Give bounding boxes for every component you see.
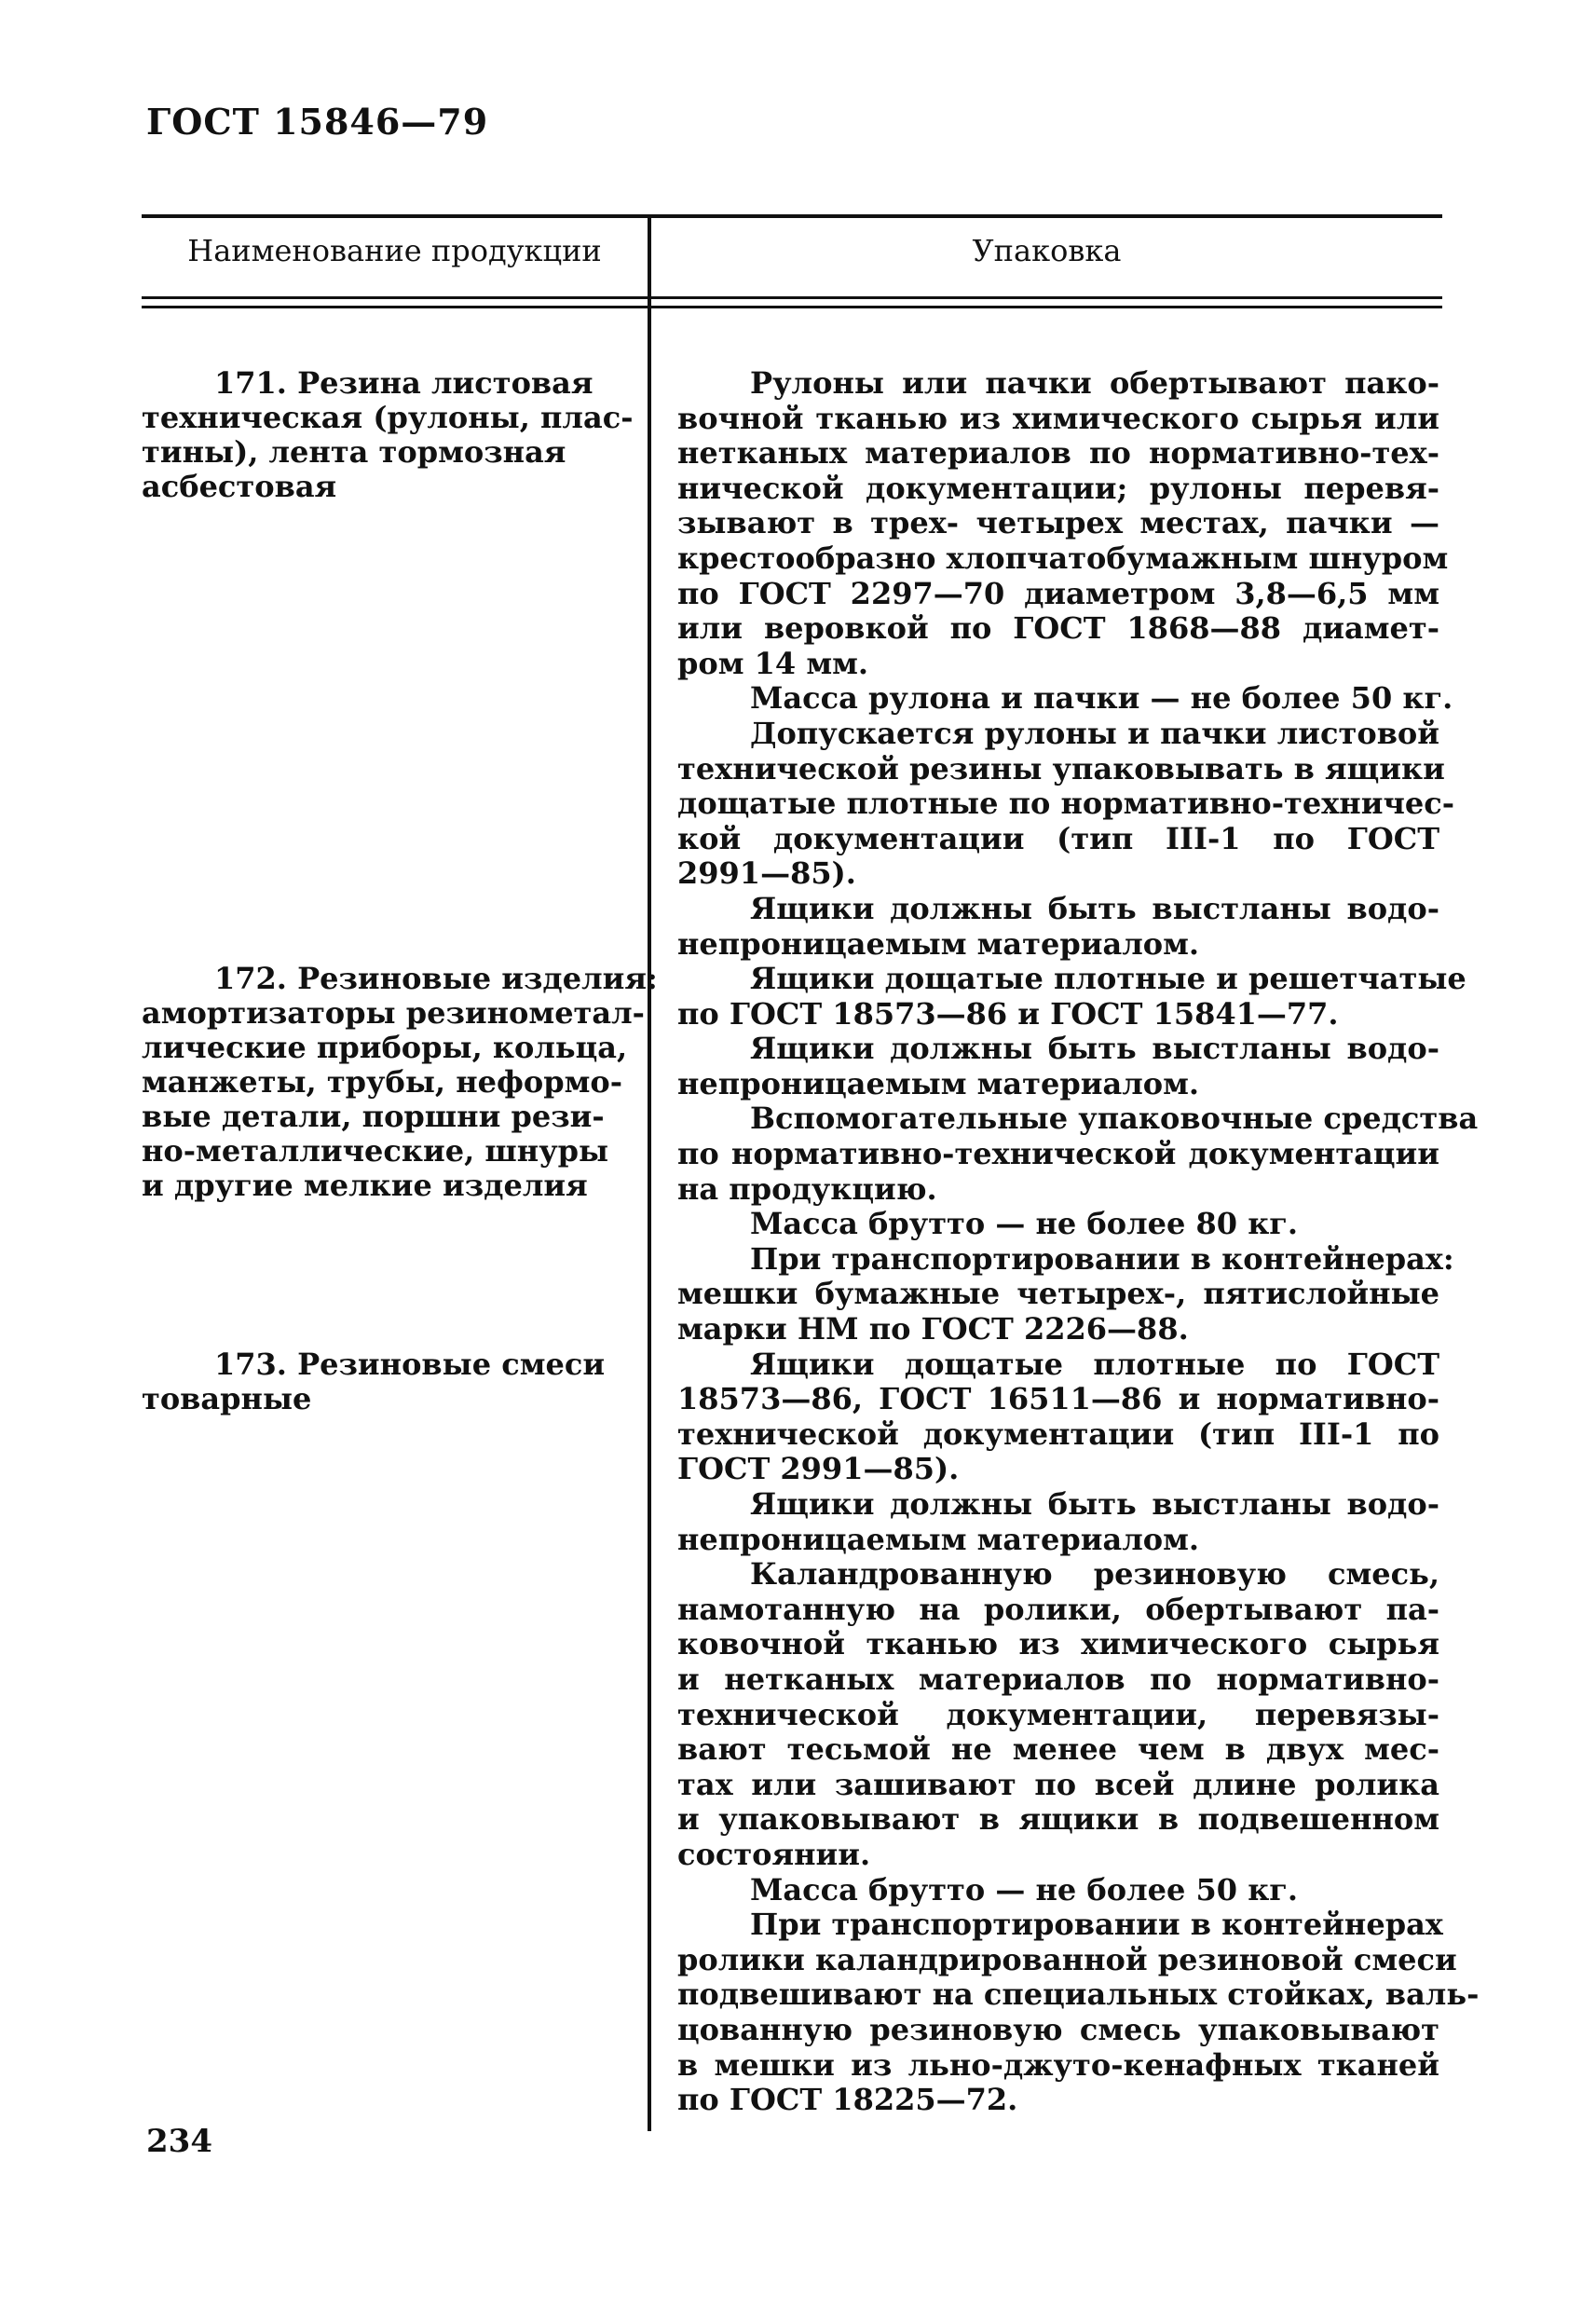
product-line: 171. Резина листовая [214,365,593,401]
packaging-line: дощатые плотные по нормативно-техничес- [677,786,1454,822]
packaging-line: зывают в трех- четырех местах, пачки — [677,505,1439,541]
packaging-line: цованную резиновую смесь упаковывают [677,2011,1439,2047]
packaging-line: При транспортировании в контейнерах [750,1907,1443,1943]
packaging-line: в мешки из льно-джуто-кенафных тканей [677,2046,1439,2083]
product-line: вые детали, поршни рези- [142,1099,605,1134]
product-line: лические приборы, кольца, [142,1030,628,1065]
packaging-line: технической резины упаковывать в ящики [677,750,1445,786]
packaging-line: ковочной тканью из химического сырья [677,1626,1439,1662]
packaging-line: Масса рулона и пачки — не более 50 кг. [750,680,1453,717]
packaging-line: непроницаемым материалом. [677,1521,1200,1557]
packaging-line: и упаковывают в ящики в подвешенном [677,1801,1439,1838]
product-line: и другие мелкие изделия [142,1168,588,1203]
packaging-line: 18573—86, ГОСТ 16511—86 и нормативно- [677,1381,1439,1417]
packaging-line: состоянии. [677,1836,871,1872]
packaging-line: Допускается рулоны и пачки листовой [750,715,1439,751]
packaging-line: марки НМ по ГОСТ 2226—88. [677,1311,1189,1347]
packaging-line: непроницаемым материалом. [677,1065,1200,1101]
product-line: тины), лента тормозная [142,434,566,470]
packaging-line: При транспортировании в контейнерах: [750,1240,1454,1277]
packaging-line: Ящики дощатые плотные и решетчатые [750,961,1466,997]
packaging-line: намотанную на ролики, обертывают па- [677,1591,1439,1627]
packaging-line: вают тесьмой не менее чем в двух мес- [677,1731,1439,1768]
packaging-line: по нормативно-технической документации [677,1136,1439,1172]
product-line: амортизаторы резинометал- [142,995,645,1031]
packaging-line: ГОСТ 2991—85). [677,1451,960,1487]
packaging-line: подвешивают на специальных стойках, валь- [677,1976,1480,2013]
header-product: Наименование продукции [187,233,602,268]
product-line: но-металлические, шнуры [142,1133,609,1169]
packaging-line: нической документации; рулоны перевя- [677,470,1439,506]
document-code: ГОСТ 15846—79 [146,101,489,143]
packaging-line: Вспомогательные упаковочные средства [750,1101,1479,1137]
packaging-line: ром 14 мм. [677,645,869,681]
page-number: 234 [146,2123,212,2160]
packaging-line: Масса брутто — не более 50 кг. [750,1871,1299,1908]
product-line: товарные [142,1381,312,1416]
packaging-line: 2991—85). [677,855,856,892]
packaging-line: и нетканых материалов по нормативно- [677,1661,1439,1697]
packaging-line: Каландрованную резиновую смесь, [750,1556,1439,1593]
packaging-line: вочной тканью из химического сырья или [677,400,1439,436]
table-top-rule [142,214,1442,218]
column-divider [648,214,651,2131]
packaging-line: технической документации, перевязы- [677,1696,1439,1732]
packaging-line: Рулоны или пачки обертывают пако- [750,365,1439,401]
header-bottom-rule-1 [142,296,1442,299]
packaging-line: по ГОСТ 18573—86 и ГОСТ 15841—77. [677,995,1339,1032]
packaging-line: по ГОСТ 2297—70 диаметром 3,8—6,5 мм [677,575,1439,611]
packaging-line: Ящики дощатые плотные по ГОСТ [750,1346,1439,1382]
packaging-line: Ящики должны быть выстланы водо- [750,890,1439,926]
product-line: асбестовая [142,469,337,504]
product-item-173 [142,1347,626,1416]
packaging-line: Ящики должны быть выстланы водо- [750,1486,1439,1522]
packaging-line: кой документации (тип III-1 по ГОСТ [677,820,1439,856]
packaging-line: мешки бумажные четырех-, пятислойные [677,1276,1439,1312]
product-line: техническая (рулоны, плас- [142,400,634,435]
packaging-line: непроницаемым материалом. [677,925,1200,962]
packaging-line: по ГОСТ 18225—72. [677,2082,1018,2118]
packaging-column [677,365,1480,2118]
product-line: манжеты, трубы, неформо- [142,1064,622,1100]
product-line: 173. Резиновые смеси [214,1347,606,1382]
packaging-line: технической документации (тип III-1 по [677,1415,1439,1452]
product-item-172 [142,961,658,1203]
header-bottom-rule-2 [142,306,1442,308]
packaging-line: тах или зашивают по всей длине ролика [677,1766,1439,1802]
packaging-line: крестообразно хлопчатобумажным шнуром [677,540,1449,576]
packaging-line: Масса брутто — не более 80 кг. [750,1206,1299,1242]
product-item-171 [142,365,634,504]
packaging-line: на продукцию. [677,1170,937,1207]
header-packaging: Упаковка [972,233,1122,268]
packaging-line: или веровкой по ГОСТ 1868—88 диамет- [677,610,1439,647]
packaging-line: ролики каландрированной резиновой смеси [677,1941,1457,1977]
product-line: 172. Резиновые изделия: [214,961,658,996]
packaging-line: Ящики должны быть выстланы водо- [750,1031,1439,1067]
packaging-line: нетканых материалов по нормативно-тех- [677,435,1439,472]
